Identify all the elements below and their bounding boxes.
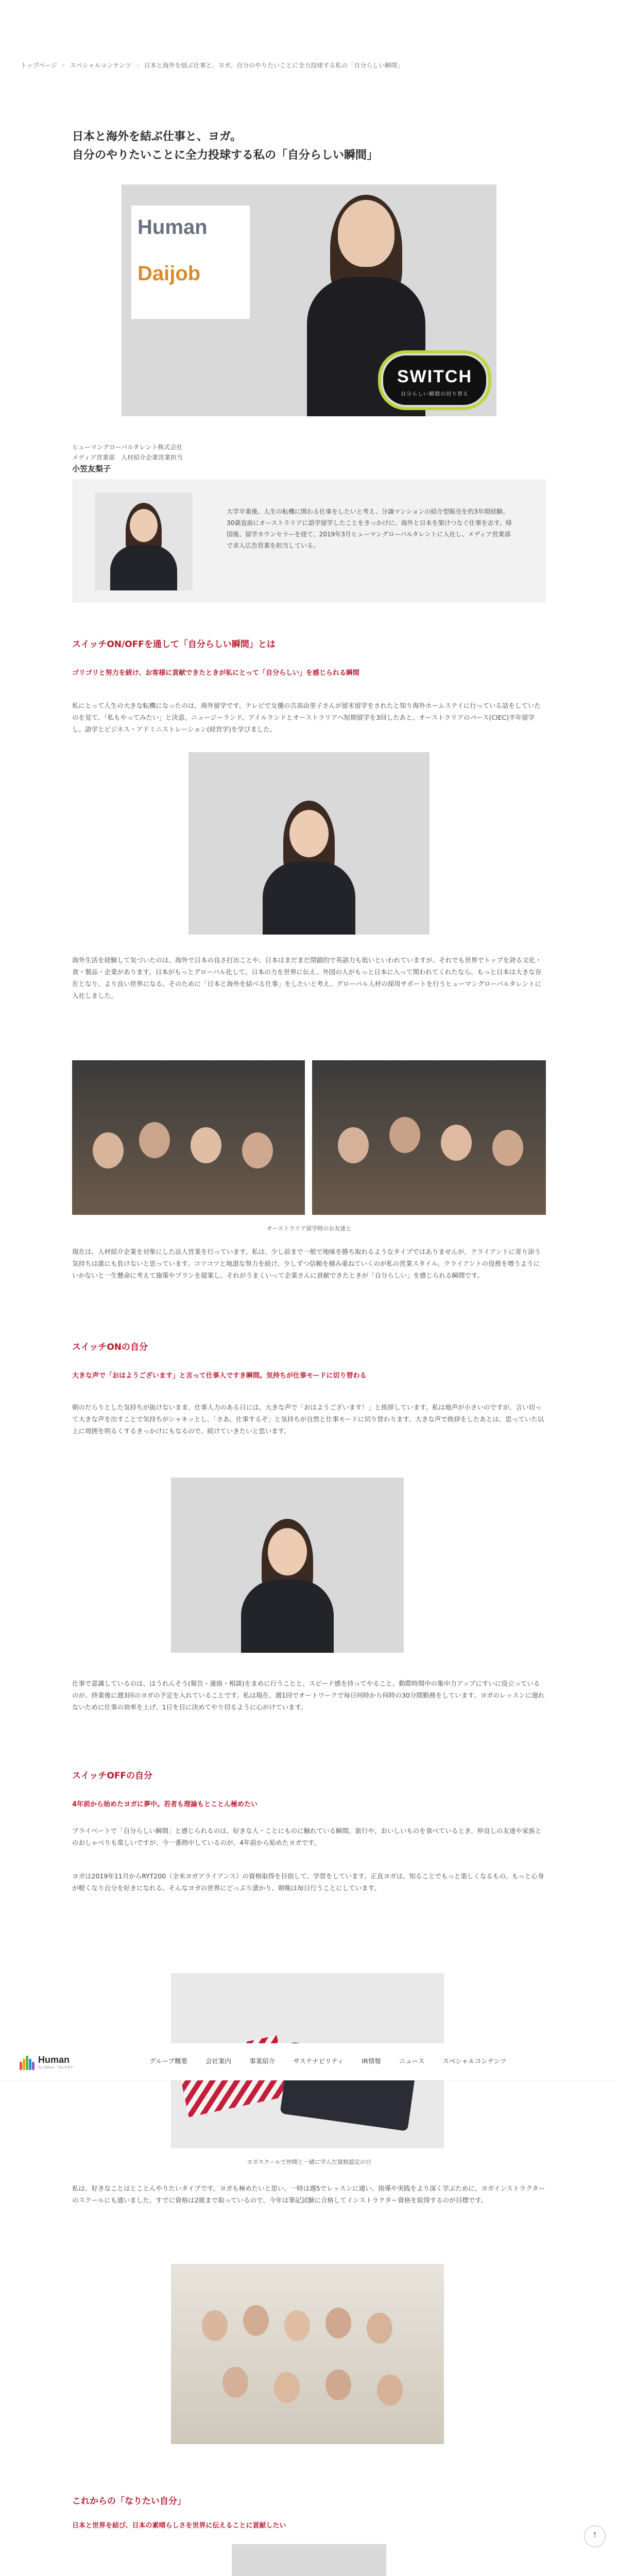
profile-avatar [95,493,193,590]
profile-name: 小笠友梨子 [72,464,111,473]
section1-title: スイッチON/OFFを通して「自分らしい瞬間」とは [72,639,276,650]
nav-item-special[interactable]: スペシャルコンテンツ [442,2057,507,2065]
breadcrumb [21,61,597,70]
section2-paragraph-1: 朝のだらりとした気持ちが抜けないまま、仕事人力のある日には、大きな声で「おはようございます！」と挨拶しています。私は地声が小さいのですが、言い切って大きな声を出すことで気持ちがシャキッとし、「さあ、仕事するぞ」と気持ちが自然と仕事モードに切り替わります。大きな声で挨拶をしたあとは、思っていた以上に周囲を明るくするきっかけにもなるので、続けていきたいと思います。 [72,1403,544,1435]
section3-photo-caption: ヨガスクールで仲間と一緒に学んだ資格認定の日 [247,2159,371,2165]
logo-tagline: GLOBAL TALENT [38,2066,74,2070]
hero-logo-sign [131,205,250,319]
hero-sign-human: Human [138,216,208,239]
profile-company: ヒューマングローバルタレント株式会社 [72,444,183,451]
switch-badge-title: SWITCH [397,367,473,386]
section1-paragraph-1: 私にとって人生の大きな転機になったのは、海外留学です。テレビで女優の吉高由里子さんが留米留学をされたと知り海外ホームステイに行っている話をしていたのを見て、「私もやってみたい」と決意。ニュージーランド、アイルランドとオーストラリアへ短期留学を3回したあと、オーストラリアのパース(CIEC)半年留学し、語学とビジネス・アドミニストレーション(経営学)を学びました。 [72,702,541,733]
page-title-line2: 自分のやりたいことに全力投球する私の「自分らしい瞬間」 [72,149,379,162]
section2-paragraph-2: 仕事で意識しているのは、ほうれんそう(報告・連絡・相談)をまめに行うことと、スピード感を持ってやること。動際時間中の集中力アップにすいに役立っているのが、終業後に週3回のヨガの予定を入れていることです。私は現在、週1回でオートワークで毎日何時から何時の30分間勤務をしています。ヨガのレッスンに遅れないために仕事の効率を上げ、1日を目に決めてやり切るように心がけています。 [72,1680,545,1711]
section4-title: これからの「なりたい自分」 [72,2496,186,2506]
breadcrumb-home-link[interactable]: トップページ [21,62,57,69]
section1-photo-caption: オーストラリア留学時のお友達と [266,1225,352,1232]
section1-photo-interview [188,752,430,935]
section3-lead: 4年前から始めたヨガに夢中。若者も理論もとことん極めたい [72,1801,258,1808]
breadcrumb-current: 日本と海外を結ぶ仕事と、ヨガ。自分のやりたいことに全力投球する私の「自分らしい瞬間」 [144,62,404,69]
global-navigation [0,2043,618,2080]
section3-paragraph-3: 私は、好きなことはとことんやりたいタイプです。ヨガも極めたいと思い、一時は週5でレッスンに通い、指導や実践をより深く学ぶために、ヨガインストラクターのスクールにも通いました。すでに資格は2級まで取っているので、今年は筆記試験に合格してインストラクター資格を取得するのが目標です。 [72,2184,545,2204]
section3-title: スイッチOFFの自分 [72,1771,152,1781]
hero-image [122,184,496,416]
logo-mark-icon [20,2056,35,2070]
section3-photo-yoga-class [171,2264,444,2444]
section3-paragraph-1: プライベートで「自分らしい瞬間」と感じられるのは、好きな人・ことにものに触れている瞬間。旅行や、おいしいものを食べているとき、仲良しの友達や家族とのおしゃべりも楽しいですが、今一番熱中しているのが、4年前から始めたヨガです。 [72,1827,542,1846]
nav-item-company[interactable]: 会社案内 [205,2057,232,2065]
nav-item-ir[interactable]: IR情報 [362,2057,381,2065]
section1-paragraph-2: 海外生活を経験して気づいたのは、海外で日本の良さ打出ことや、日本はまだまだ閉鎖的で英語力も低いといわれていますが、それでも世界でトップを誇る文化・食・製品・企業があります。日本がもっとグローバル化して、日本の力を世界に伝え、外国の人がもっと日本に入って関われてくれたなら、もっと日本は大きな存在となり、より良い世界になる。そのために「日本と海外を結べる仕事」をしたいと考え、グローバル人材の採用サポートを行うヒューマングローバルタレントに入社しました。 [72,956,542,999]
section3-paragraph-2: ヨガは2019年11月からRYT200（全米ヨガアライアンス）の資格取得を目指して、学習をしています。正直ヨガは、知ることでもっと楽しくなるもの。もっと心身が軽くなり自分を好きになれる。そんなヨガの世界にどっぷり漬かり、朝晩は毎日行うことにしています。 [72,1872,544,1892]
section2-photo-office [171,1478,404,1653]
profile-box [72,479,546,603]
logo-word: Human [38,2055,70,2065]
breadcrumb-special-link[interactable]: スペシャルコンテンツ [70,62,131,69]
section4-photo-portrait [232,2544,386,2576]
breadcrumb-separator: › [136,62,139,69]
section4-lead: 日本と世界を結び、日本の素晴らしさを世界に伝えることに貢献したい [72,2522,286,2530]
profile-header [72,442,546,474]
scroll-top-button[interactable] [584,2526,606,2547]
nav-menu [149,2056,522,2065]
section1-lead: ゴリゴリと努力を続け、お客様に貢献できたときが私にとって「自分らしい」を感じられる瞬間 [72,669,359,677]
breadcrumb-separator: › [62,62,65,69]
switch-badge [381,353,488,407]
section1-photo-friends-left [72,1060,305,1215]
page-title [72,128,484,165]
profile-department: メディア営業部 人材紹介企業営業担当 [72,454,183,461]
section1-paragraph-3: 現在は、人材紹介企業を対象にした法人営業を行っています。私は、少し前まで一般で地味を勝ち取れるようなタイプではありませんが、クライアントに寄り添う気持ちは誰にも負けないと思っています。コツコツと地道な努力を続け、少しずつ信頼を積み重ねていくのが私の営業スタイル。クライアントの役務を増うようにいかないと一生懸命に考えて施策やプランを提案し、それがうまくいって企業さんに貢献できたときが「自分らしい」を感じられる瞬間です。 [72,1248,541,1279]
nav-item-group[interactable]: グループ概要 [149,2057,188,2065]
nav-item-sustainability[interactable]: サステナビリティ [293,2057,344,2065]
nav-item-business[interactable]: 事業紹介 [249,2057,276,2065]
page-title-line1: 日本と海外を結ぶ仕事と、ヨガ。 [72,130,242,143]
arrow-up-icon: ↑ [592,2531,598,2539]
section2-title: スイッチONの自分 [72,1342,148,1352]
nav-item-news[interactable]: ニュース [399,2057,425,2065]
section1-photo-friends-right [312,1060,546,1215]
section2-lead: 大きな声で「おはようございます」と言って仕事人ですき瞬間。気持ちが仕事モードに切り替わる [72,1372,367,1380]
hero-sign-daijob: Daijob [138,262,201,285]
profile-bio: 大学卒業後、人生の転機に関わる仕事をしたいと考え、分譲マンションの紹介型販売を約3年間経験。30歳直前にオーストラリアに語学留学したことをきっかけに、海外と日本を架けつなぐ仕事を志す。帰国後、留学カウンセラーを経て、2019年3月ヒューマングローバルタレントに入社し、メディア営業部で求人広告営業を担当している。 [227,508,512,549]
switch-badge-subtitle: 自分らしい瞬間の切り替え [401,392,469,397]
site-logo[interactable] [20,2055,97,2072]
